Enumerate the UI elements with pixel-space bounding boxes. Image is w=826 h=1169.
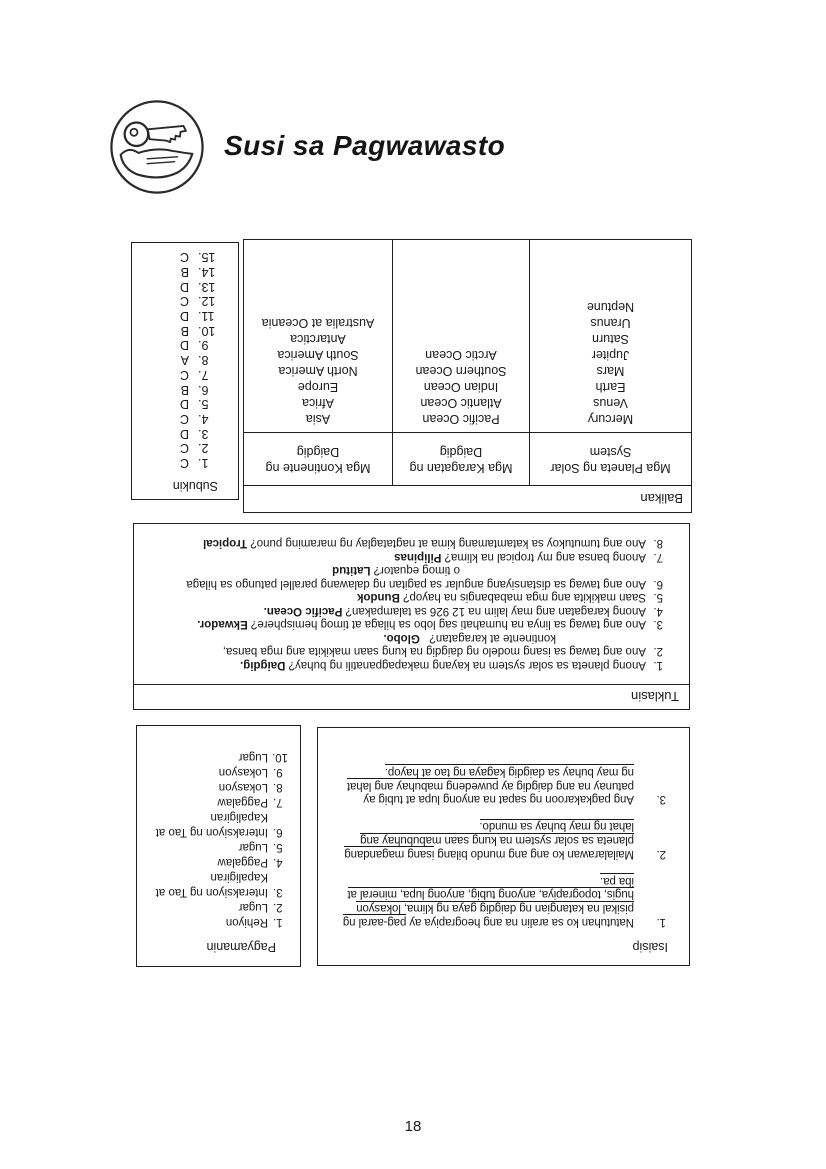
answer-letter: B [180, 265, 189, 280]
text-line [344, 846, 634, 860]
answer-number: 1. [198, 456, 209, 470]
tuklasin-title: Tuklasin [134, 684, 689, 709]
plain-text: o timog equator? [370, 564, 460, 577]
list-item [138, 604, 663, 618]
text-line [347, 764, 634, 778]
answer-text: Daigdig. [240, 659, 286, 671]
item-lines [347, 764, 634, 805]
column-header-line: Mga Planeta ng Solar [550, 461, 671, 475]
plain-text: Mailalarawan ko ang ang mundo bilang [434, 847, 634, 860]
list-item [138, 658, 663, 672]
column-header [529, 433, 691, 485]
answer-row [137, 899, 288, 914]
item-lines [240, 658, 646, 672]
plain-text: Ano ang tawag sa isang modelo ng daigdig na kung saan makikita ang mga bansa, [222, 645, 646, 658]
answer-number: 14. [198, 265, 216, 280]
answer-row [137, 749, 288, 764]
list-item [322, 818, 666, 859]
answer-number: 12. [198, 294, 216, 309]
item-lines [394, 550, 646, 564]
column-item: Saturn [592, 332, 629, 346]
column-item: Pacific Ocean [422, 412, 500, 426]
answer-number: 10. [272, 751, 288, 763]
answer-number: 9. [273, 766, 283, 778]
text-line [347, 792, 634, 806]
text-line: Rehiyon [225, 916, 268, 928]
answer-text: Pilipinas [394, 551, 442, 563]
column-item: Arctic Ocean [425, 348, 497, 362]
answer-row [132, 279, 238, 294]
isaisip-statement-list [318, 764, 689, 940]
answer-row [132, 323, 238, 338]
column-items [392, 240, 529, 432]
item-number: 2. [656, 847, 666, 860]
plain-text: Ang pagkakaroon ng sapat na anyong lupa at tubig ay [363, 793, 634, 806]
column-item: Mercury [587, 412, 634, 426]
answer-number: 6. [198, 382, 209, 397]
answer-letter: D [179, 279, 189, 294]
plain-text: Ano ang tumutukoy sa katamtamang kima at nagtataglay ng maraming puno? [247, 537, 646, 550]
subukin-answer-list [132, 250, 238, 470]
text-line [343, 900, 634, 914]
column-item: Australia at Oceania [261, 316, 375, 330]
answer-row [132, 382, 238, 397]
balikan-body-row [244, 240, 691, 432]
answer-letter: D [179, 426, 189, 441]
list-item [138, 563, 663, 590]
column-item: Uranus [590, 316, 631, 330]
text-line: Lugar [238, 901, 268, 913]
column-header [244, 433, 392, 485]
answer-row [132, 250, 238, 265]
answer-letter: D [179, 309, 189, 324]
answer-lines [239, 899, 268, 914]
text-line [343, 914, 634, 928]
item-lines [203, 536, 646, 550]
answer-number: 8. [273, 781, 283, 793]
answer-lines [239, 839, 268, 854]
answer-row [132, 264, 238, 279]
answer-row [132, 338, 238, 353]
answer-letter: C [179, 441, 189, 456]
pagyamanin-answer-list [137, 749, 300, 940]
column-header-line: Daigdig [296, 445, 340, 459]
item-number: 7. [653, 551, 663, 563]
plain-text: Anong karagatan ang may lalim na 12 926 sa talampakan? [342, 605, 646, 617]
tuklasin-question-list [134, 536, 689, 684]
underlined-text: hugis, topograpiya, anyong tubig, anyong lupa, mineral at [347, 888, 634, 901]
plain-text: patunay na ang daigdig ay [498, 779, 634, 792]
list-item [322, 873, 666, 928]
list-item [138, 536, 663, 550]
answer-letter: C [179, 294, 189, 309]
underlined-text: lahat ng may buhay sa mundo. [479, 820, 634, 833]
plain-text: Anong bansa ang my tropical na klima? [441, 551, 646, 563]
answer-number: 2. [273, 901, 283, 913]
column-item: Mars [596, 364, 625, 378]
item-lines [223, 631, 646, 658]
text-line [394, 550, 646, 564]
answer-number: 7. [198, 367, 209, 382]
item-number: 4. [653, 605, 663, 617]
text-line: Paggalaw [217, 796, 268, 808]
text-line: Interaksiyon ng Tao at [155, 886, 268, 898]
answer-text: Ekwador. [197, 618, 248, 631]
isaisip-title: Isaisip [632, 940, 668, 954]
text-line [344, 832, 634, 846]
answer-number: 2. [198, 441, 209, 456]
column-item: South America [277, 348, 359, 362]
answer-lines [217, 854, 268, 869]
text-line: Kapaligiran [210, 871, 268, 883]
text-line [357, 590, 646, 604]
item-lines [343, 873, 634, 928]
balikan-header-row [244, 432, 691, 485]
text-line [186, 577, 646, 591]
item-number: 3. [653, 618, 663, 631]
answer-letter: D [179, 397, 189, 412]
column-item: Jupiter [591, 348, 630, 362]
plain-text: Anong planeta sa solar system na kayang makapagpanatili ng buhay? [285, 659, 646, 671]
answer-number: 1. [273, 916, 283, 928]
column-header-line: Daigdig [439, 445, 483, 459]
plain-text: Ano ang tawag sa linya na humahati sag lobo sa hilaga at timog hemisphere? [247, 618, 646, 631]
answer-letter: B [180, 323, 189, 338]
column-item: Europe [297, 380, 339, 394]
item-number: 2. [653, 645, 663, 658]
underlined-text: ng may buhay sa daigdig kagaya ng tao at hayop. [384, 765, 634, 778]
text-line: Interaksiyon ng Tao at [155, 826, 268, 838]
column-item: Antarctica [290, 332, 346, 346]
underlined-text: puwedeng mabuhay ang lahat [346, 779, 499, 792]
underlined-text: pag-aaral ng [342, 916, 407, 928]
page-title: Susi sa Pagwawasto [224, 130, 506, 161]
list-item [138, 550, 663, 564]
plain-text: Ano ang tawag sa distansiyang angular sa pagitan ng dalawang parallel patungo sa hilaga [186, 578, 646, 590]
item-number: 8. [653, 537, 663, 550]
answer-row [132, 455, 238, 470]
list-item [138, 590, 663, 604]
text-line: Paggalaw [217, 856, 268, 868]
answer-row [132, 353, 238, 368]
answer-text: Latitud [332, 564, 371, 577]
answer-number: 3. [273, 886, 283, 898]
answer-lines [156, 869, 268, 899]
answer-row [137, 809, 288, 839]
item-number: 1. [656, 916, 666, 928]
answer-number: 8. [198, 353, 209, 368]
underlined-text: iba pa. [600, 874, 634, 887]
answer-number: 11. [198, 309, 215, 324]
plain-text: Natutuhan ko sa aralin na ang heograpiya ay [406, 916, 634, 928]
text-line: Lokasyon [218, 781, 268, 793]
column-item: Africa [302, 396, 334, 410]
column-items [529, 240, 691, 432]
answer-number: 10. [198, 323, 216, 338]
item-lines [344, 818, 634, 859]
answer-row [132, 294, 238, 309]
answer-letter: B [180, 382, 189, 397]
answer-lines [156, 809, 268, 839]
pagyamanin-box [136, 725, 301, 967]
column-item: Asia [305, 412, 331, 426]
column-header [392, 433, 529, 485]
answer-letter: A [180, 353, 189, 368]
subukin-answer-box [131, 242, 239, 500]
answer-letter: D [179, 338, 189, 353]
key-in-hand-icon [108, 98, 206, 196]
answer-letter: C [179, 456, 189, 470]
answer-lines [226, 914, 268, 929]
pagyamanin-title: Pagyamanin [206, 940, 276, 954]
text-line [343, 887, 634, 901]
column-item: Earth [595, 380, 626, 394]
column-item: North America [278, 364, 358, 378]
answer-lines [239, 749, 268, 764]
item-number: 6. [653, 578, 663, 590]
answer-row [137, 914, 288, 929]
text-line: Lokasyon [218, 766, 268, 778]
text-line [223, 631, 646, 645]
answer-number: 15. [198, 250, 216, 265]
list-item [322, 764, 666, 805]
answer-number: 3. [198, 426, 209, 441]
answer-lines [217, 794, 268, 809]
answer-lines [219, 779, 268, 794]
plain-text: Saan makikita ang mga mababangis na hayop? [399, 591, 646, 604]
answer-row [137, 779, 288, 794]
text-line [223, 644, 646, 658]
item-number: 1. [653, 659, 663, 671]
answer-letter: C [179, 411, 189, 426]
answer-row [137, 839, 288, 854]
tuklasin-box [133, 523, 690, 710]
column-item: Neptune [586, 300, 635, 314]
answer-number: 6. [273, 826, 283, 838]
answer-row [132, 426, 238, 441]
answer-number: 5. [273, 841, 283, 853]
page-number: 18 [404, 1118, 422, 1135]
text-line [264, 604, 646, 618]
answer-row [132, 367, 238, 382]
answer-number: 13. [198, 279, 216, 294]
item-lines [264, 604, 646, 618]
column-item: Indian Ocean [423, 380, 499, 394]
answer-row [132, 411, 238, 426]
answer-text: Globo. [383, 632, 420, 644]
item-lines [357, 590, 646, 604]
answer-number: 9. [198, 338, 209, 353]
item-lines [197, 617, 646, 631]
answer-row [137, 794, 288, 809]
text-line [203, 536, 646, 550]
answer-lines [219, 764, 268, 779]
list-item [138, 617, 663, 631]
underlined-text: isang magandang [344, 847, 435, 860]
answer-letter: C [179, 250, 189, 265]
column-item: Atlantic Ocean [420, 396, 502, 410]
answer-row [137, 764, 288, 779]
text-line: Lugar [238, 841, 268, 853]
balikan-table [243, 239, 692, 513]
list-item [138, 631, 663, 658]
answer-number: 7. [273, 796, 283, 808]
balikan-title: Balikan [244, 485, 691, 512]
answer-number: 4. [198, 411, 209, 426]
answer-text: Tropical [202, 537, 248, 550]
answer-text: Pacific Ocean. [263, 605, 343, 617]
answer-row [132, 441, 238, 456]
item-lines [186, 563, 646, 590]
text-line [343, 873, 634, 887]
answer-number: 5. [198, 397, 209, 412]
underlined-text: pisikal na katangian ng daigdig gaya ng klima, lokasyon [356, 902, 634, 915]
item-number: 5. [653, 591, 663, 604]
answer-row [132, 397, 238, 412]
text-line: Lugar [238, 751, 268, 763]
text-line: Kapaligiran [210, 811, 268, 823]
answer-row [132, 308, 238, 323]
text-line [186, 563, 646, 577]
column-items [244, 240, 392, 432]
column-header-line: Mga Kontinente ng [265, 461, 371, 475]
text-line [344, 818, 634, 832]
column-header-line: Mga Karagatan ng [409, 461, 513, 475]
answer-row [137, 869, 288, 899]
column-header-line: System [589, 445, 632, 459]
isaisip-box [317, 727, 690, 966]
text-line [347, 778, 634, 792]
item-number: 3. [656, 793, 666, 806]
subukin-title: Subukin [172, 479, 218, 493]
column-item: Southern Ocean [415, 364, 507, 378]
text-line [197, 617, 646, 631]
answer-text: Bundok [357, 591, 400, 604]
text-line [240, 658, 646, 672]
answer-number: 4. [273, 856, 283, 868]
column-item: Venus [593, 396, 628, 410]
underlined-text: planeta sa solar system na kung saan mabubuhay ang [360, 834, 634, 847]
answer-letter: C [179, 367, 189, 382]
plain-text: kontinente at karagatan? [419, 632, 556, 644]
answer-row [137, 854, 288, 869]
